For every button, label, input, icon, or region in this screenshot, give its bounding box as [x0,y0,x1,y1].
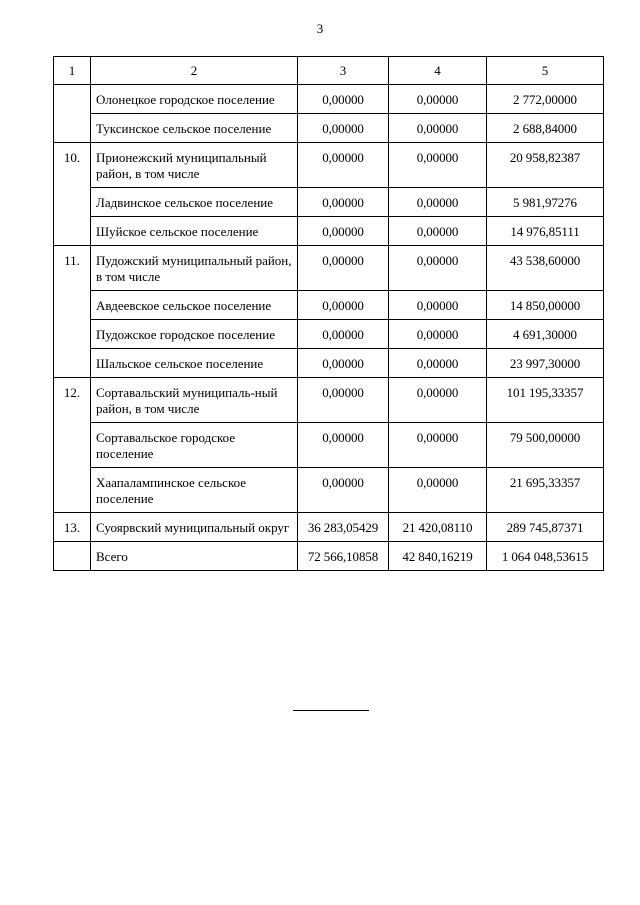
header-col-3: 3 [298,57,389,85]
table-row [54,188,604,217]
table-row [54,378,604,423]
value-col-3: 0,00000 [298,217,389,246]
value-col-5: 2 772,00000 [487,85,604,114]
budget-table [53,56,604,571]
value-col-5: 2 688,84000 [487,114,604,143]
value-col-4: 0,00000 [389,291,487,320]
municipality-name: Пудожский муниципальный район, в том числе [91,246,298,291]
value-col-5: 21 695,33357 [487,468,604,513]
municipality-name: Сортавальский муниципаль-ный район, в том числе [91,378,298,423]
municipality-name: Суоярвский муниципальный округ [91,513,298,542]
table-row [54,468,604,513]
table-row [54,513,604,542]
value-col-5: 4 691,30000 [487,320,604,349]
value-col-3: 0,00000 [298,291,389,320]
row-number: 13. [54,513,91,542]
value-col-3: 36 283,05429 [298,513,389,542]
value-col-4: 0,00000 [389,378,487,423]
value-col-5: 43 538,60000 [487,246,604,291]
value-col-4: 0,00000 [389,143,487,188]
total-col-3: 72 566,10858 [298,542,389,571]
value-col-3: 0,00000 [298,246,389,291]
value-col-4: 0,00000 [389,320,487,349]
table-row [54,349,604,378]
value-col-5: 289 745,87371 [487,513,604,542]
header-col-2: 2 [91,57,298,85]
value-col-3: 0,00000 [298,188,389,217]
value-col-5: 14 976,85111 [487,217,604,246]
total-col-5: 1 064 048,53615 [487,542,604,571]
table-row [54,291,604,320]
table-row [54,320,604,349]
value-col-3: 0,00000 [298,349,389,378]
table-row [54,217,604,246]
end-rule-divider [293,710,369,711]
value-col-4: 0,00000 [389,114,487,143]
value-col-5: 14 850,00000 [487,291,604,320]
value-col-4: 0,00000 [389,349,487,378]
value-col-5: 23 997,30000 [487,349,604,378]
value-col-4: 0,00000 [389,188,487,217]
value-col-3: 0,00000 [298,320,389,349]
header-col-1: 1 [54,57,91,85]
value-col-5: 20 958,82387 [487,143,604,188]
value-col-4: 0,00000 [389,217,487,246]
value-col-5: 5 981,97276 [487,188,604,217]
row-number: 12. [54,378,91,513]
value-col-5: 101 195,33357 [487,378,604,423]
header-col-4: 4 [389,57,487,85]
value-col-5: 79 500,00000 [487,423,604,468]
value-col-3: 0,00000 [298,85,389,114]
municipality-name: Авдеевское сельское поселение [91,291,298,320]
municipality-name: Шальское сельское поселение [91,349,298,378]
total-row [54,542,604,571]
page-number: 3 [316,21,324,36]
header-row [54,57,604,85]
municipality-name: Туксинское сельское поселение [91,114,298,143]
total-label: Всего [91,542,298,571]
row-number: 10. [54,143,91,246]
municipality-name: Прионежский муниципальный район, в том числе [91,143,298,188]
value-col-4: 0,00000 [389,85,487,114]
value-col-3: 0,00000 [298,378,389,423]
value-col-4: 0,00000 [389,246,487,291]
value-col-3: 0,00000 [298,114,389,143]
value-col-3: 0,00000 [298,423,389,468]
value-col-4: 21 420,08110 [389,513,487,542]
row-number [54,85,91,143]
table-row [54,423,604,468]
table-row [54,85,604,114]
municipality-name: Шуйское сельское поселение [91,217,298,246]
municipality-name: Хаапалампинское сельское поселение [91,468,298,513]
table-row [54,143,604,188]
municipality-name: Пудожское городское поселение [91,320,298,349]
table-row [54,114,604,143]
municipality-name: Олонецкое городское поселение [91,85,298,114]
value-col-4: 0,00000 [389,468,487,513]
value-col-4: 0,00000 [389,423,487,468]
total-col-4: 42 840,16219 [389,542,487,571]
header-col-5: 5 [487,57,604,85]
table-row [54,246,604,291]
municipality-name: Ладвинское сельское поселение [91,188,298,217]
municipality-name: Сортавальское городское поселение [91,423,298,468]
value-col-3: 0,00000 [298,143,389,188]
row-number: 11. [54,246,91,378]
value-col-3: 0,00000 [298,468,389,513]
row-number [54,542,91,571]
